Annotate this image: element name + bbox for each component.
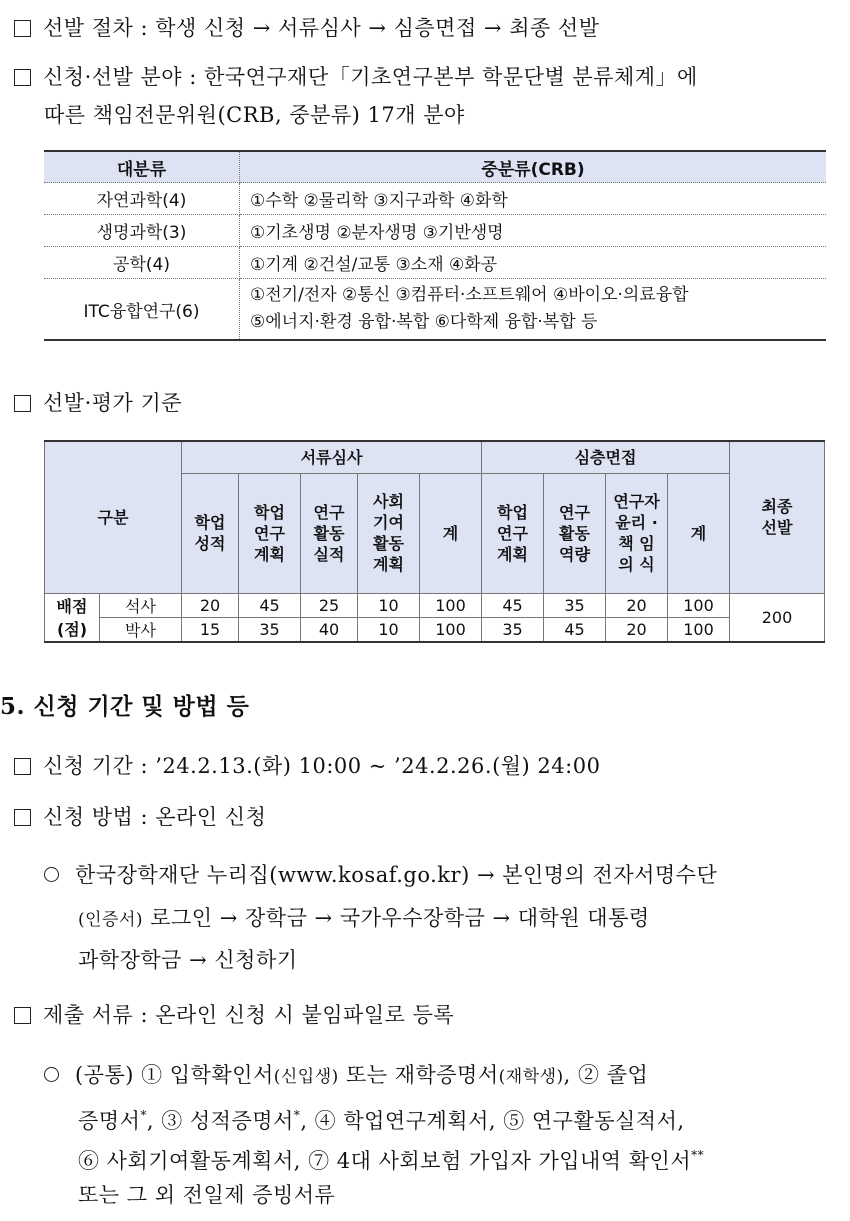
method-detail-text: 한국장학재단 누리집(www.kosaf.go.kr) → 본인명의 전자서명수단 xyxy=(75,863,718,887)
eval-col-header xyxy=(606,473,668,593)
eval-cell: 35 xyxy=(482,617,544,642)
eval-col-header xyxy=(301,473,358,593)
square-bullet-icon xyxy=(14,20,31,37)
eval-cell: 20 xyxy=(606,617,668,642)
procedure-text: 선발 절차 : 학생 신청 → 서류심사 → 심층면접 → 최종 선발 xyxy=(43,16,600,40)
circle-bullet-icon xyxy=(44,1067,59,1082)
eval-cell: 45 xyxy=(239,593,301,617)
crb-cat-cell: 생명과학(3) xyxy=(44,215,240,247)
docs-detail-small: (재학생) xyxy=(498,1067,564,1087)
square-bullet-icon xyxy=(14,758,31,775)
crb-sub-line: ①전기/전자 ②통신 ③컴퓨터·소프트웨어 ④바이오·의료융합 xyxy=(250,285,689,305)
eval-cell: 20 xyxy=(182,593,239,617)
section-heading-5: 5. 신청 기간 및 방법 등 xyxy=(0,693,250,720)
crb-header-cat: 대분류 xyxy=(44,151,240,183)
docs-detail-text: 또는 재학증명서 xyxy=(338,1063,499,1087)
docs-detail-2 xyxy=(78,1100,685,1136)
table-row xyxy=(45,617,825,642)
eval-header-final xyxy=(730,441,825,593)
eval-cell: 15 xyxy=(182,617,239,642)
square-bullet-icon xyxy=(14,395,31,412)
table-row xyxy=(44,183,826,215)
docs-detail-text: , ④ 학업연구계획서, ⑤ 연구활동실적서, xyxy=(300,1109,685,1133)
eval-cell: 100 xyxy=(668,593,730,617)
eval-col-header xyxy=(239,473,301,593)
period-line xyxy=(14,751,600,781)
field-line-1 xyxy=(14,62,698,92)
crb-sub-line: ⑤에너지·환경 융합·복합 ⑥다학제 융합·복합 등 xyxy=(250,312,598,332)
crb-table xyxy=(44,150,826,341)
docs-line xyxy=(14,1000,454,1030)
docs-detail-small: (신입생) xyxy=(273,1067,339,1087)
eval-header-row-1 xyxy=(45,441,825,473)
method-detail-2 xyxy=(78,903,650,935)
crb-cat-cell: 공학(4) xyxy=(44,247,240,279)
eval-header-group: 구분 xyxy=(45,441,182,593)
docs-detail-3 xyxy=(78,1140,704,1176)
eval-col-header xyxy=(482,473,544,593)
eval-row-label: 박사 xyxy=(100,617,182,642)
eval-col-header-text: 연구 활동 실적 xyxy=(313,502,345,564)
crb-header-sub: 중분류(CRB) xyxy=(240,151,827,183)
eval-col-header-text: 연구 활동 역량 xyxy=(559,502,590,564)
method-line xyxy=(14,802,266,832)
docs-text: 제출 서류 : 온라인 신청 시 붙임파일로 등록 xyxy=(43,1003,455,1027)
eval-col-header xyxy=(182,473,239,593)
square-bullet-icon xyxy=(14,1007,31,1024)
eval-cell: 25 xyxy=(301,593,358,617)
eval-header-final-text: 최종 선발 xyxy=(761,497,793,538)
docs-detail-text: , ② 졸업 xyxy=(563,1063,649,1087)
method-text: 신청 방법 : 온라인 신청 xyxy=(43,805,267,829)
table-row xyxy=(44,215,826,247)
method-detail-small: (인증서) xyxy=(78,910,144,930)
eval-header-interview: 심층면접 xyxy=(482,441,730,473)
table-row xyxy=(45,593,825,617)
field-line-2 xyxy=(44,100,465,130)
footnote-mark: * xyxy=(293,1108,301,1122)
procedure-line xyxy=(14,13,600,43)
square-bullet-icon xyxy=(14,809,31,826)
eval-final-cell: 200 xyxy=(730,593,825,642)
eval-cell: 40 xyxy=(301,617,358,642)
docs-detail-text: ⑥ 사회기여활동계획서, ⑦ 4대 사회보험 가입자 가입내역 확인서 xyxy=(78,1149,692,1173)
crb-sub-cell xyxy=(240,279,827,341)
method-detail-3 xyxy=(78,945,298,975)
crb-cat-cell: 자연과학(4) xyxy=(44,183,240,215)
docs-detail-text: 증명서 xyxy=(78,1109,141,1133)
eval-header-doc-review: 서류심사 xyxy=(182,441,482,473)
eval-cell: 45 xyxy=(482,593,544,617)
field-text-1: 신청·선발 분야 : 한국연구재단「기초연구본부 학문단별 분류체계」에 xyxy=(43,65,698,89)
eval-row-label: 석사 xyxy=(100,593,182,617)
evaluation-table xyxy=(44,440,825,643)
crb-sub-cell: ①기계 ②건설/교통 ③소재 ④화공 xyxy=(240,247,827,279)
field-text-2: 따른 책임전문위원(CRB, 중분류) 17개 분야 xyxy=(44,103,465,127)
eval-col-header xyxy=(358,473,420,593)
criteria-text: 선발·평가 기준 xyxy=(43,391,183,415)
eval-col-header xyxy=(544,473,606,593)
eval-col-header-text: 학업 연구 계획 xyxy=(497,502,528,564)
docs-detail-4 xyxy=(78,1180,335,1210)
period-text: 신청 기간 : ’24.2.13.(화) 10:00 ~ ’24.2.26.(월) 24:00 xyxy=(43,754,601,778)
eval-cell: 35 xyxy=(239,617,301,642)
eval-col-header-text: 학업 성적 xyxy=(194,513,226,553)
eval-row-head xyxy=(45,593,100,642)
docs-detail-text: 또는 그 외 전일제 증빙서류 xyxy=(78,1183,336,1207)
crb-sub-cell: ①수학 ②물리학 ③지구과학 ④화학 xyxy=(240,183,827,215)
docs-detail-1 xyxy=(44,1060,648,1092)
eval-col-header-text: 사회 기여 활동 계획 xyxy=(373,492,404,574)
circle-bullet-icon xyxy=(44,867,59,882)
eval-cell: 20 xyxy=(606,593,668,617)
eval-cell: 45 xyxy=(544,617,606,642)
docs-detail-text: (공통) ① 입학확인서 xyxy=(75,1063,274,1087)
eval-cell: 10 xyxy=(358,617,420,642)
table-row xyxy=(44,247,826,279)
eval-cell: 100 xyxy=(420,617,482,642)
eval-row-head-text: 배점 (점) xyxy=(56,597,88,639)
square-bullet-icon xyxy=(14,69,31,86)
footnote-mark: ** xyxy=(691,1148,705,1162)
method-detail-text: 로그인 → 장학금 → 국가우수장학금 → 대학원 대통령 xyxy=(143,906,650,930)
criteria-line xyxy=(14,388,182,418)
footnote-mark: * xyxy=(140,1108,147,1122)
method-detail-text: 과학장학금 → 신청하기 xyxy=(78,948,298,972)
docs-detail-text: , ③ 성적증명서 xyxy=(146,1109,294,1133)
crb-header-row xyxy=(44,151,826,183)
eval-cell: 35 xyxy=(544,593,606,617)
eval-col-header: 계 xyxy=(668,473,730,593)
eval-col-header: 계 xyxy=(420,473,482,593)
table-row xyxy=(44,279,826,341)
crb-cat-cell: ITC융합연구(6) xyxy=(44,279,240,341)
eval-cell: 100 xyxy=(668,617,730,642)
crb-sub-cell: ①기초생명 ②분자생명 ③기반생명 xyxy=(240,215,827,247)
eval-cell: 100 xyxy=(420,593,482,617)
eval-cell: 10 xyxy=(358,593,420,617)
method-detail-1 xyxy=(44,860,717,890)
eval-col-header-text: 연구자 윤리 · 책 임 의 식 xyxy=(613,492,660,574)
eval-col-header-text: 학업 연구 계획 xyxy=(254,502,285,564)
